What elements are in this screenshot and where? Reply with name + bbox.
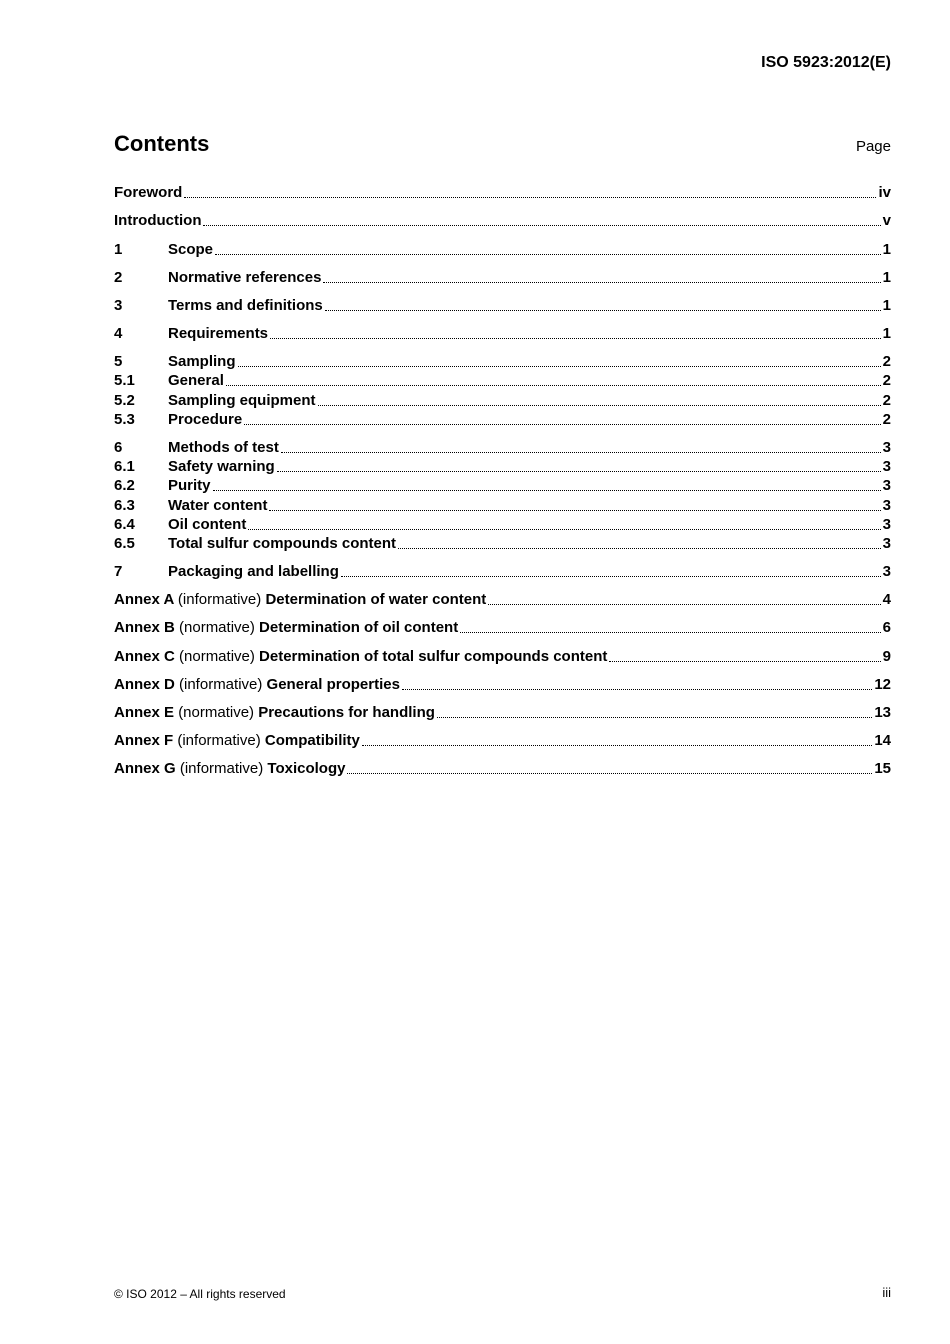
- dot-leader: [323, 281, 880, 283]
- dot-leader: [215, 253, 881, 255]
- toc-entry-page: 2: [882, 392, 891, 409]
- toc-annex-title: Compatibility: [264, 732, 360, 749]
- dot-leader: [460, 631, 880, 633]
- toc-entry-title: Methods of test: [168, 439, 279, 456]
- toc-entry-title: [114, 731, 360, 750]
- toc-entry[interactable]: [114, 515, 891, 534]
- toc-annex-type: (normative): [179, 648, 255, 665]
- toc-entry-page: v: [882, 212, 891, 229]
- toc-entry[interactable]: [114, 534, 891, 553]
- toc-entry[interactable]: [114, 476, 891, 495]
- toc-entry[interactable]: [114, 183, 891, 202]
- toc-annex-label: Annex B: [114, 619, 175, 636]
- toc-entry[interactable]: [114, 438, 891, 457]
- dot-leader: [281, 451, 881, 453]
- toc-entry-page: 1: [882, 241, 891, 258]
- toc-entry-number: 3: [114, 297, 123, 314]
- toc-annex-title: Determination of total sulfur compounds content: [259, 648, 608, 665]
- toc-annex-type: (informative): [177, 591, 262, 608]
- toc-entry[interactable]: [114, 211, 891, 230]
- toc-annex-type: (informative): [179, 676, 263, 693]
- toc-entry-page: 3: [882, 516, 891, 533]
- document-code: ISO 5923:2012(E): [761, 54, 891, 71]
- toc-entry-title: Terms and definitions: [168, 297, 323, 314]
- dot-leader: [488, 603, 880, 605]
- toc-entry-number: 6.5: [114, 535, 135, 552]
- toc-entry-number: 7: [114, 563, 123, 580]
- toc-entry-page: 6: [882, 619, 891, 636]
- toc-annex-title: Precautions for handling: [258, 704, 435, 721]
- toc-entry-number: 5: [114, 353, 123, 370]
- toc-annex-title: Determination of water content: [265, 591, 487, 608]
- dot-leader: [270, 337, 881, 339]
- toc-entry-title: Normative references: [168, 269, 322, 286]
- toc-entry-page: 4: [882, 591, 891, 608]
- toc-entry-page: 1: [882, 297, 891, 314]
- toc-entry-page: 2: [882, 353, 891, 370]
- toc-entry-page: 1: [882, 269, 891, 286]
- toc-annex-entry[interactable]: [114, 590, 891, 609]
- toc-annex-type: (normative): [179, 619, 255, 636]
- toc-entry[interactable]: [114, 324, 891, 343]
- copyright-notice: © ISO 2012 – All rights reserved: [114, 1287, 286, 1301]
- toc-annex-label: Annex G: [114, 760, 176, 777]
- toc-entry-title: Safety warning: [168, 458, 275, 475]
- toc-entry-number: 1: [114, 241, 123, 258]
- toc-entry-title: Water content: [168, 497, 268, 514]
- toc-entry-page: 2: [882, 372, 891, 389]
- toc-entry-page: 1: [882, 325, 891, 342]
- toc-entry[interactable]: [114, 496, 891, 515]
- toc-annex-label: Annex A: [114, 591, 174, 608]
- toc-annex-title: Toxicology: [267, 760, 346, 777]
- dot-leader: [609, 660, 880, 662]
- toc-entry-title: Introduction: [114, 212, 202, 229]
- toc-entry-page: 9: [882, 648, 891, 665]
- toc-entry-title: Procedure: [168, 411, 243, 428]
- toc-entry-number: 5.3: [114, 411, 135, 428]
- toc-entry-title: Sampling: [168, 353, 236, 370]
- toc-entry[interactable]: [114, 296, 891, 315]
- toc-entry-number: 6.3: [114, 497, 135, 514]
- page-column-label: Page: [855, 138, 891, 155]
- toc-entry-title: Requirements: [168, 325, 269, 342]
- dot-leader: [238, 365, 881, 367]
- toc-annex-entry[interactable]: [114, 618, 891, 637]
- dot-leader: [269, 509, 880, 511]
- toc-annex-label: Annex C: [114, 648, 175, 665]
- dot-leader: [341, 575, 881, 577]
- dot-leader: [402, 688, 872, 690]
- dot-leader: [184, 196, 876, 198]
- contents-heading: Contents: [114, 131, 210, 156]
- toc-annex-entry[interactable]: [114, 703, 891, 722]
- toc-entry-title: [114, 647, 607, 666]
- toc-entry[interactable]: [114, 391, 891, 410]
- toc-entry[interactable]: [114, 457, 891, 476]
- toc-entry[interactable]: [114, 371, 891, 390]
- dot-leader: [244, 423, 880, 425]
- dot-leader: [362, 744, 872, 746]
- toc-entry[interactable]: [114, 352, 891, 371]
- toc-entry-title: General: [168, 372, 224, 389]
- toc-entry-title: [114, 759, 345, 778]
- toc-entry-number: 6.2: [114, 477, 135, 494]
- toc-entry-title: Oil content: [168, 516, 247, 533]
- toc-annex-title: Determination of oil content: [259, 619, 459, 636]
- toc-annex-type: (informative): [177, 732, 261, 749]
- toc-annex-label: Annex E: [114, 704, 175, 721]
- dot-leader: [347, 772, 872, 774]
- toc-annex-type: (normative): [178, 704, 255, 721]
- toc-entry[interactable]: [114, 410, 891, 429]
- toc-annex-label: Annex F: [114, 732, 174, 749]
- toc-entry-number: 4: [114, 325, 123, 342]
- dot-leader: [277, 470, 881, 472]
- toc-entry-number: 6.4: [114, 516, 135, 533]
- toc-entry-number: 5.2: [114, 392, 135, 409]
- toc-entry[interactable]: [114, 562, 891, 581]
- toc-entry-page: 3: [882, 497, 891, 514]
- toc-annex-type: (informative): [179, 760, 264, 777]
- toc-annex-entry[interactable]: [114, 647, 891, 666]
- toc-entry-page: 3: [882, 458, 891, 475]
- toc-entry-title: Packaging and labelling: [168, 563, 339, 580]
- dot-leader: [437, 716, 872, 718]
- toc-entry-title: [114, 703, 435, 722]
- dot-leader: [203, 224, 880, 226]
- dot-leader: [226, 384, 881, 386]
- toc-annex-entry[interactable]: [114, 675, 891, 694]
- toc-annex-title: General properties: [266, 676, 400, 693]
- toc-entry[interactable]: [114, 268, 891, 287]
- toc-entry-number: 2: [114, 269, 123, 286]
- toc-entry-number: 6.1: [114, 458, 135, 475]
- page-number: iii: [882, 1285, 891, 1300]
- toc-entry-title: Total sulfur compounds content: [168, 535, 397, 552]
- toc-entry-page: 14: [874, 732, 891, 749]
- toc-entry-title: Foreword: [114, 184, 183, 201]
- toc-entry-number: 6: [114, 439, 123, 456]
- toc-entry-page: 15: [874, 760, 891, 777]
- toc-entry-page: 3: [882, 535, 891, 552]
- toc-entry-page: 3: [882, 563, 891, 580]
- toc-entry-page: 2: [882, 411, 891, 428]
- toc-entry-page: 12: [874, 676, 891, 693]
- toc-annex-entry[interactable]: [114, 731, 891, 750]
- toc-annex-label: Annex D: [114, 676, 175, 693]
- toc-entry-page: 3: [882, 439, 891, 456]
- toc-entry-title: Sampling equipment: [168, 392, 316, 409]
- toc-entry-page: iv: [878, 184, 891, 201]
- toc-entry-number: 5.1: [114, 372, 135, 389]
- toc-entry-title: Purity: [168, 477, 211, 494]
- toc-entry-page: 3: [882, 477, 891, 494]
- toc-entry-title: [114, 590, 486, 609]
- toc-entry-title: Scope: [168, 241, 214, 258]
- toc-annex-entry[interactable]: [114, 759, 891, 778]
- dot-leader: [318, 404, 881, 406]
- dot-leader: [325, 309, 881, 311]
- toc-entry[interactable]: [114, 240, 891, 259]
- toc-entry-title: [114, 675, 400, 694]
- toc-entry-page: 13: [874, 704, 891, 721]
- dot-leader: [248, 528, 880, 530]
- dot-leader: [213, 489, 881, 491]
- dot-leader: [398, 547, 881, 549]
- toc-entry-title: [114, 618, 458, 637]
